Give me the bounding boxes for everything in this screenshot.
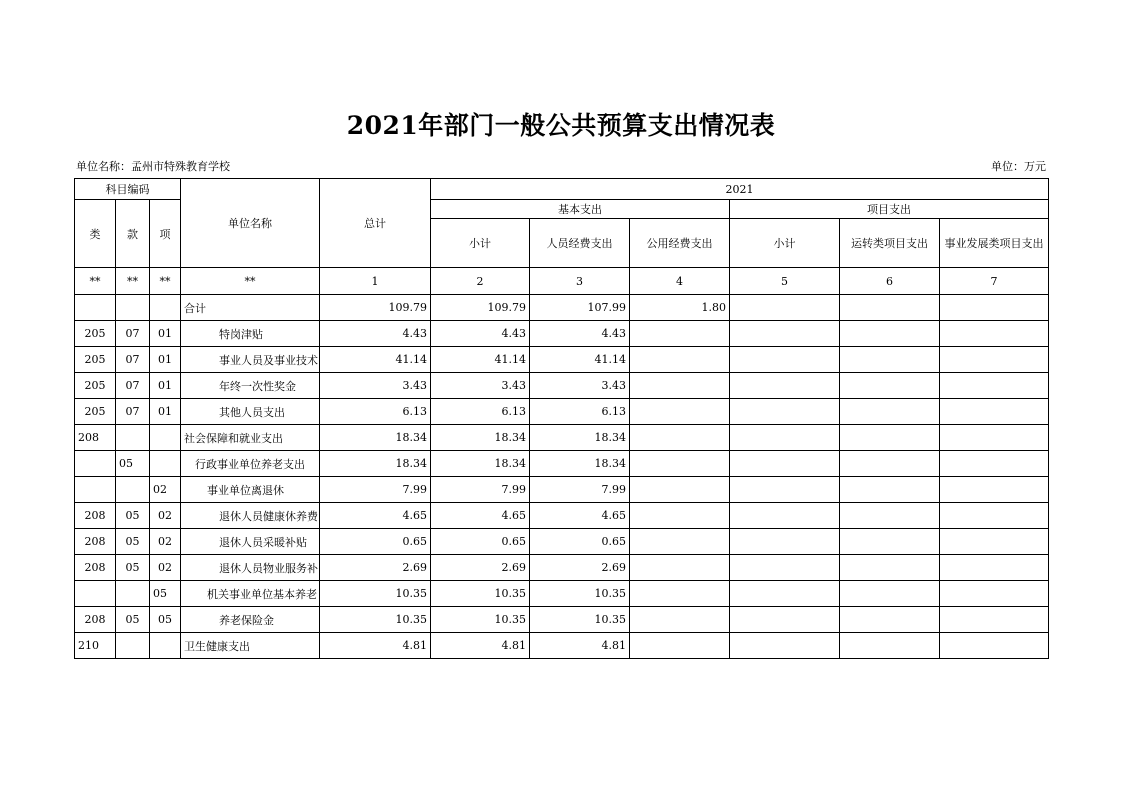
total-cell: 4.43 (320, 321, 431, 347)
name-cell: 年终一次性奖金 (181, 373, 320, 399)
proj-subtotal-cell (730, 347, 840, 373)
name-cell: 其他人员支出 (181, 399, 320, 425)
subject-code-header: 科目编码 (75, 179, 181, 200)
public-cell (630, 529, 730, 555)
development-cell (940, 321, 1049, 347)
unit-name: 单位名称：孟州市特殊教育学校 (76, 160, 230, 173)
development-cell (940, 295, 1049, 321)
table-row (75, 321, 1049, 347)
kuan-cell (116, 477, 150, 503)
personnel-cell: 4.81 (530, 633, 630, 659)
basic-header: 基本支出 (431, 200, 730, 219)
kuan-cell (116, 295, 150, 321)
xiang-cell (150, 425, 181, 451)
lei-cell: 208 (75, 503, 116, 529)
development-cell (940, 529, 1049, 555)
subtotal-cell: 3.43 (431, 373, 530, 399)
kuan-cell: 07 (116, 321, 150, 347)
operation-cell (840, 347, 940, 373)
operation-cell (840, 373, 940, 399)
lei-cell (75, 295, 116, 321)
table-row (75, 581, 1049, 607)
year-header: 2021 (431, 179, 1049, 200)
public-header: 公用经费支出 (630, 219, 730, 268)
idx-star: ** (181, 268, 320, 295)
table-row (75, 555, 1049, 581)
personnel-cell: 4.43 (530, 321, 630, 347)
public-cell (630, 451, 730, 477)
name-cell: 退休人员物业服务补 (181, 555, 320, 581)
xiang-cell: 02 (150, 503, 181, 529)
development-cell (940, 607, 1049, 633)
total-cell: 41.14 (320, 347, 431, 373)
xiang-cell (150, 451, 181, 477)
table-row (75, 425, 1049, 451)
name-cell: 养老保险金 (181, 607, 320, 633)
public-cell (630, 607, 730, 633)
idx-3: 3 (530, 268, 630, 295)
name-cell: 卫生健康支出 (181, 633, 320, 659)
public-cell (630, 425, 730, 451)
development-cell (940, 581, 1049, 607)
idx-star: ** (150, 268, 181, 295)
proj-subtotal-cell (730, 451, 840, 477)
idx-2: 2 (431, 268, 530, 295)
public-cell (630, 555, 730, 581)
operation-cell (840, 607, 940, 633)
operation-cell (840, 633, 940, 659)
development-cell (940, 451, 1049, 477)
xiang-cell: 05 (150, 607, 181, 633)
project-header: 项目支出 (730, 200, 1049, 219)
name-cell: 退休人员健康休养费 (181, 503, 320, 529)
table-row (75, 347, 1049, 373)
personnel-cell: 4.65 (530, 503, 630, 529)
name-cell: 特岗津贴 (181, 321, 320, 347)
personnel-cell: 2.69 (530, 555, 630, 581)
idx-7: 7 (940, 268, 1049, 295)
subtotal-cell: 4.65 (431, 503, 530, 529)
kuan-cell: 07 (116, 399, 150, 425)
table-row (75, 503, 1049, 529)
kuan-cell (116, 581, 150, 607)
xiang-cell: 01 (150, 373, 181, 399)
table-row (75, 477, 1049, 503)
proj-subtotal-cell (730, 607, 840, 633)
public-cell (630, 633, 730, 659)
proj-subtotal-cell (730, 373, 840, 399)
lei-header: 类 (75, 200, 116, 268)
subtotal-cell: 10.35 (431, 581, 530, 607)
budget-table (74, 178, 1049, 659)
proj-subtotal-cell (730, 477, 840, 503)
xiang-header: 项 (150, 200, 181, 268)
proj-subtotal-cell (730, 633, 840, 659)
proj-subtotal-cell (730, 425, 840, 451)
public-cell (630, 347, 730, 373)
dept-name-header: 单位名称 (181, 179, 320, 268)
xiang-cell (150, 295, 181, 321)
personnel-cell: 10.35 (530, 581, 630, 607)
subtotal-cell: 41.14 (431, 347, 530, 373)
xiang-cell: 01 (150, 399, 181, 425)
xiang-cell: 05 (150, 581, 181, 607)
subtotal-cell: 18.34 (431, 451, 530, 477)
name-cell: 事业单位离退休 (181, 477, 320, 503)
lei-cell (75, 451, 116, 477)
lei-cell: 210 (75, 633, 116, 659)
operation-cell (840, 321, 940, 347)
table-body (75, 295, 1049, 659)
idx-star: ** (75, 268, 116, 295)
personnel-cell: 41.14 (530, 347, 630, 373)
idx-6: 6 (840, 268, 940, 295)
name-cell: 机关事业单位基本养老 (181, 581, 320, 607)
total-cell: 4.65 (320, 503, 431, 529)
total-cell: 10.35 (320, 581, 431, 607)
kuan-cell: 05 (116, 503, 150, 529)
development-cell (940, 503, 1049, 529)
development-cell (940, 425, 1049, 451)
proj-subtotal-cell (730, 399, 840, 425)
xiang-cell: 02 (150, 529, 181, 555)
total-cell: 3.43 (320, 373, 431, 399)
subtotal-cell: 0.65 (431, 529, 530, 555)
total-cell: 18.34 (320, 425, 431, 451)
lei-cell: 208 (75, 607, 116, 633)
development-cell (940, 373, 1049, 399)
public-cell (630, 373, 730, 399)
development-cell (940, 477, 1049, 503)
total-header: 总计 (320, 179, 431, 268)
development-cell (940, 399, 1049, 425)
personnel-cell: 107.99 (530, 295, 630, 321)
kuan-cell: 05 (116, 451, 150, 477)
xiang-cell: 02 (150, 555, 181, 581)
total-cell: 7.99 (320, 477, 431, 503)
lei-cell: 208 (75, 555, 116, 581)
personnel-header: 人员经费支出 (530, 219, 630, 268)
total-cell: 18.34 (320, 451, 431, 477)
kuan-cell: 05 (116, 607, 150, 633)
public-cell (630, 477, 730, 503)
development-cell (940, 633, 1049, 659)
personnel-cell: 6.13 (530, 399, 630, 425)
subtotal-cell: 18.34 (431, 425, 530, 451)
total-cell: 0.65 (320, 529, 431, 555)
development-header: 事业发展类项目支出 (940, 219, 1049, 268)
operation-cell (840, 555, 940, 581)
operation-header: 运转类项目支出 (840, 219, 940, 268)
public-cell (630, 503, 730, 529)
xiang-cell (150, 633, 181, 659)
lei-cell: 205 (75, 347, 116, 373)
lei-cell: 208 (75, 425, 116, 451)
table-row (75, 633, 1049, 659)
operation-cell (840, 425, 940, 451)
personnel-cell: 7.99 (530, 477, 630, 503)
personnel-cell: 3.43 (530, 373, 630, 399)
table-row (75, 451, 1049, 477)
proj-subtotal-cell (730, 581, 840, 607)
xiang-cell: 01 (150, 347, 181, 373)
development-cell (940, 555, 1049, 581)
kuan-cell: 07 (116, 347, 150, 373)
total-cell: 2.69 (320, 555, 431, 581)
lei-cell: 205 (75, 321, 116, 347)
subtotal-cell: 109.79 (431, 295, 530, 321)
table-row (75, 529, 1049, 555)
table-row (75, 373, 1049, 399)
operation-cell (840, 581, 940, 607)
total-cell: 109.79 (320, 295, 431, 321)
total-cell: 6.13 (320, 399, 431, 425)
personnel-cell: 18.34 (530, 425, 630, 451)
unit-label: 单位：万元 (991, 160, 1046, 173)
subtotal-header: 小计 (431, 219, 530, 268)
personnel-cell: 10.35 (530, 607, 630, 633)
lei-cell: 208 (75, 529, 116, 555)
personnel-cell: 18.34 (530, 451, 630, 477)
subtotal-cell: 10.35 (431, 607, 530, 633)
operation-cell (840, 477, 940, 503)
operation-cell (840, 295, 940, 321)
name-cell: 合计 (181, 295, 320, 321)
development-cell (940, 347, 1049, 373)
public-cell (630, 399, 730, 425)
public-cell (630, 581, 730, 607)
operation-cell (840, 503, 940, 529)
public-cell (630, 321, 730, 347)
operation-cell (840, 529, 940, 555)
total-cell: 10.35 (320, 607, 431, 633)
kuan-cell: 05 (116, 555, 150, 581)
proj-subtotal-cell (730, 503, 840, 529)
kuan-header: 款 (116, 200, 150, 268)
proj-subtotal-cell (730, 321, 840, 347)
public-cell: 1.80 (630, 295, 730, 321)
idx-5: 5 (730, 268, 840, 295)
name-cell: 事业人员及事业技术 (181, 347, 320, 373)
subtotal-cell: 7.99 (431, 477, 530, 503)
total-cell: 4.81 (320, 633, 431, 659)
idx-1: 1 (320, 268, 431, 295)
kuan-cell (116, 425, 150, 451)
name-cell: 行政事业单位养老支出 (181, 451, 320, 477)
table-row (75, 607, 1049, 633)
proj-subtotal-cell (730, 555, 840, 581)
lei-cell (75, 581, 116, 607)
kuan-cell: 07 (116, 373, 150, 399)
name-cell: 退休人员采暖补贴 (181, 529, 320, 555)
lei-cell: 205 (75, 399, 116, 425)
table-row (75, 295, 1049, 321)
operation-cell (840, 451, 940, 477)
name-cell: 社会保障和就业支出 (181, 425, 320, 451)
idx-4: 4 (630, 268, 730, 295)
lei-cell: 205 (75, 373, 116, 399)
idx-star: ** (116, 268, 150, 295)
subtotal-cell: 6.13 (431, 399, 530, 425)
subtotal-cell: 2.69 (431, 555, 530, 581)
page-title: 2021年部门一般公共预算支出情况表 (346, 111, 776, 140)
proj-subtotal-cell (730, 529, 840, 555)
subtotal-cell: 4.81 (431, 633, 530, 659)
personnel-cell: 0.65 (530, 529, 630, 555)
xiang-cell: 02 (150, 477, 181, 503)
kuan-cell (116, 633, 150, 659)
subtotal-cell: 4.43 (431, 321, 530, 347)
kuan-cell: 05 (116, 529, 150, 555)
proj-subtotal-cell (730, 295, 840, 321)
operation-cell (840, 399, 940, 425)
lei-cell (75, 477, 116, 503)
proj-subtotal-header: 小计 (730, 219, 840, 268)
table-row (75, 399, 1049, 425)
xiang-cell: 01 (150, 321, 181, 347)
